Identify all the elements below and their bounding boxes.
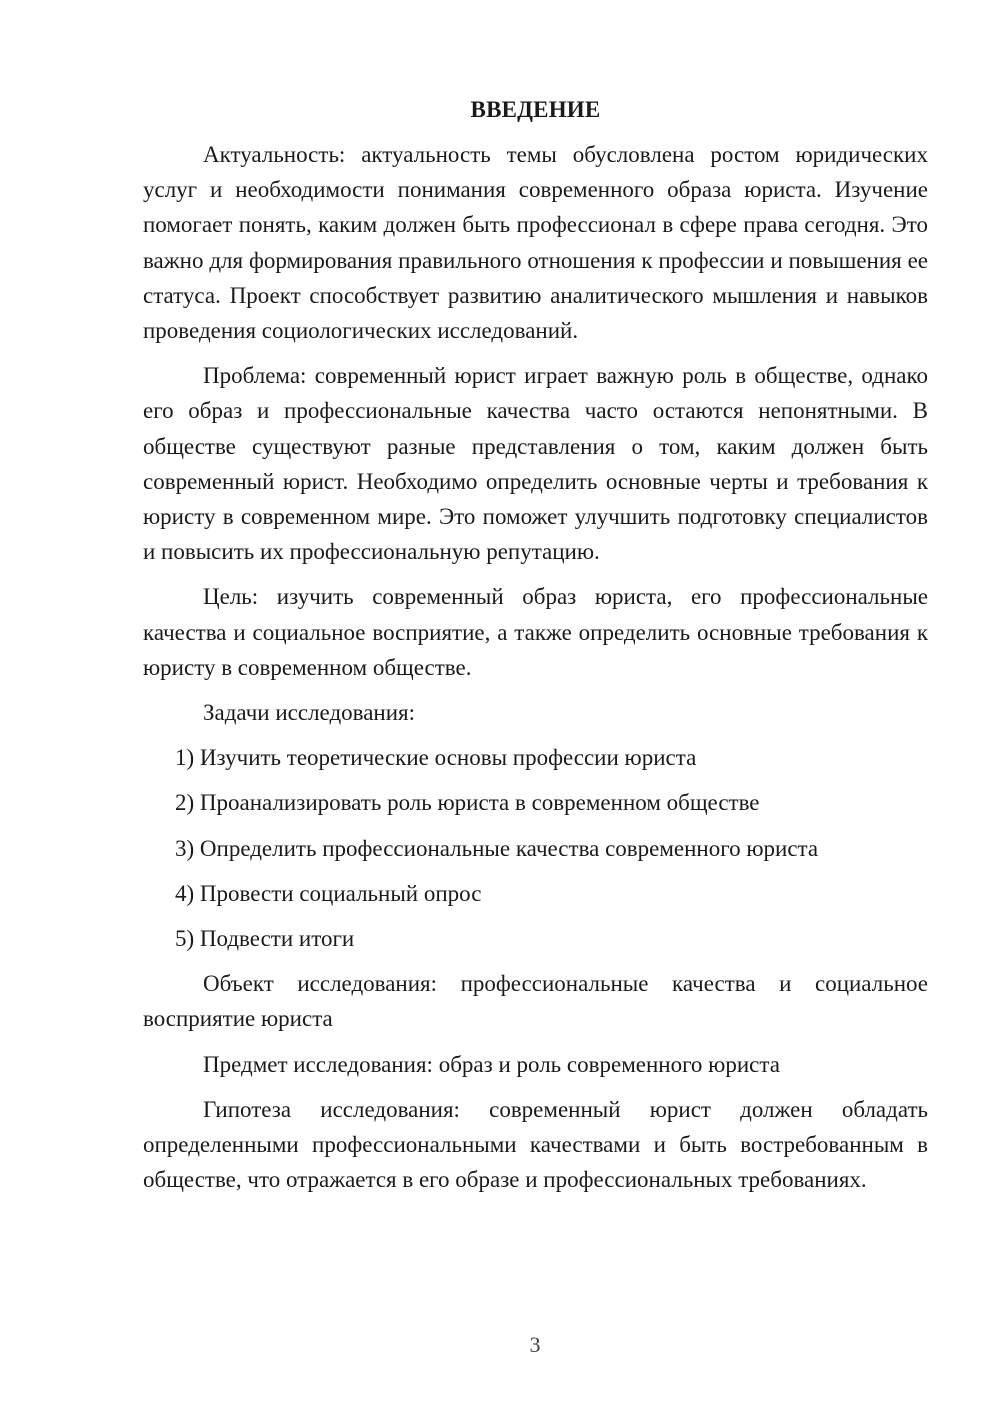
document-page — [143, 92, 928, 1207]
hypothesis-paragraph: Гипотеза исследования: современный юрист должен обладать определенными профессиональными качествами и быть востребованным в обществе, что отражается в его образе и профессиональных требованиях. — [143, 1096, 928, 1193]
page-number: 3 — [529, 1332, 541, 1357]
list-item: 1) Изучить теоретические основы профессии юриста — [175, 745, 697, 771]
relevance-paragraph: Актуальность: актуальность темы обусловлена ростом юридических услуг и необходимости понимания современного образа юриста. Изучение помогает понять, каким должен быть профессионал в сфере права сегодня. Это важно для формирования правильного отношения к профессии и повышения ее статуса. Проект способствует развитию аналитического мышления и навыков проведения социологических исследований. — [143, 142, 928, 344]
problem-paragraph: Проблема: современный юрист играет важную роль в обществе, однако его образ и профессиональные качества часто остаются непонятными. В обществе существуют разные представления о том, каким должен быть современный юрист. Необходимо определить основные черты и требования к юристу в современном мире. Это поможет улучшить подготовку специалистов и повысить их профессиональную репутацию. — [143, 363, 928, 565]
object-paragraph: Объект исследования: профессиональные качества и социальное восприятие юриста — [143, 971, 928, 1032]
goal-paragraph: Цель: изучить современный образ юриста, его профессиональные качества и социальное восприятие, а также определить основные требования к юристу в современном обществе. — [143, 584, 928, 680]
list-item: 4) Провести социальный опрос — [175, 880, 482, 906]
list-item: 3) Определить профессиональные качества современного юриста — [175, 835, 819, 861]
subject-paragraph: Предмет исследования: образ и роль современного юриста — [203, 1051, 780, 1077]
tasks-heading: Задачи исследования: — [203, 700, 416, 726]
page-title: ВВЕДЕНИЕ — [470, 97, 601, 122]
task-list — [143, 740, 928, 956]
list-item: 5) Подвести итоги — [175, 926, 355, 952]
list-item: 2) Проанализировать роль юриста в современном обществе — [175, 790, 760, 816]
